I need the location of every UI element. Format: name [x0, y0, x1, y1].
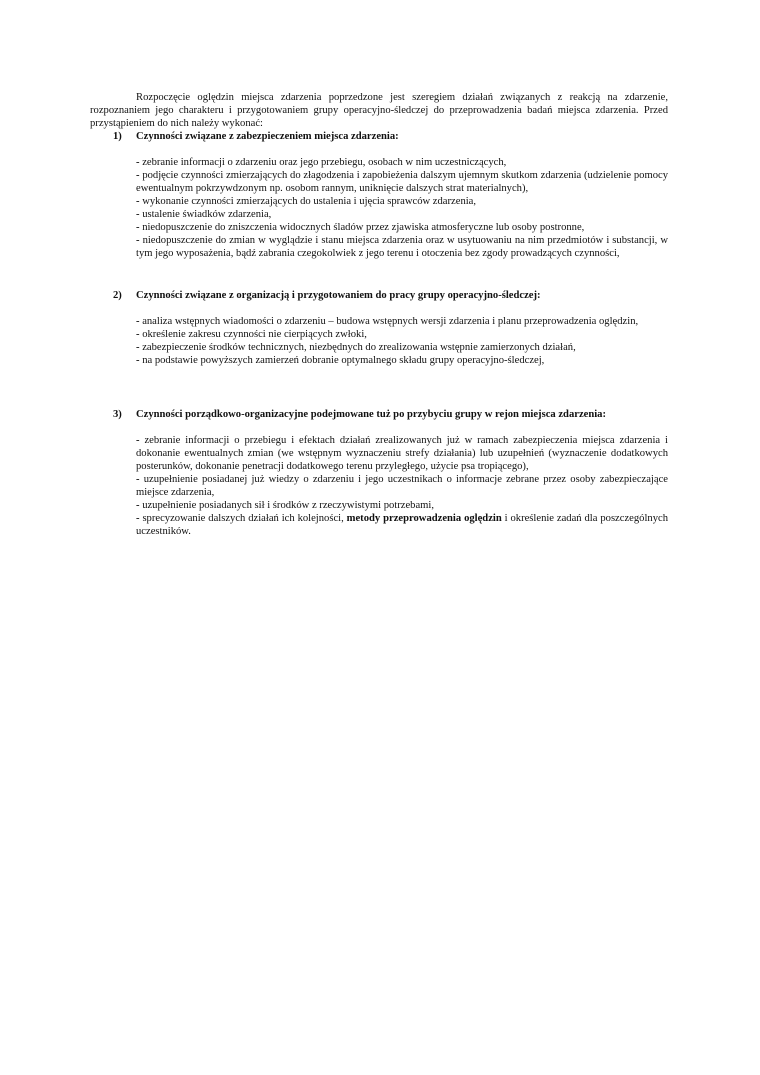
- section-1-list: [136, 156, 668, 260]
- list-item: - uzupełnienie posiadanej już wiedzy o zdarzeniu i jego uczestnikach o informacje zebrane przez osoby zabezpieczające miejsce zdarzenia,: [136, 474, 668, 498]
- list-item: - zebranie informacji o przebiegu i efektach działań zrealizowanych już w ramach zabezpieczenia miejsca zdarzenia i dokonanie ewentualnych zmian (we wstępnym wyznaczeniu strefy działania) lub uzupełnień (wyznaczenie dodatkowych posterunków, dokonanie penetracji dodatkowego terenu przyległego, użycie psa tropiącego),: [136, 435, 668, 472]
- section-heading: [90, 130, 670, 143]
- section-2-list: [136, 315, 668, 367]
- section-heading: [90, 408, 670, 421]
- emphasis-text: metody przeprowadzenia oględzin: [346, 513, 502, 524]
- list-item: - niedopuszczenie do zmian w wyglądzie i stanu miejsca zdarzenia oraz w usytuowaniu na nim przedmiotów i substancji, w tym jego wyposażenia, bądź zabrania czegokolwiek z jego terenu i otoczenia bez zgody prowadzących czynności,: [136, 235, 668, 259]
- section-number: 1): [113, 131, 122, 142]
- list-item: - podjęcie czynności zmierzających do złagodzenia i zapobieżenia dalszym ujemnym skutkom zdarzenia (udzielenie pomocy ewentualnym pokrzywdzonym np. osobom rannym, uniknięcie dalszych strat materialnych),: [136, 170, 668, 194]
- section-heading: [90, 289, 670, 302]
- list-item: - sprecyzowanie dalszych działań ich kolejności, metody przeprowadzenia oględzin i określenie zadań dla poszczególnych uczestników.: [136, 513, 668, 537]
- section-number: 2): [113, 290, 122, 301]
- list-item: - wykonanie czynności zmierzających do ustalenia i ujęcia sprawców zdarzenia,: [136, 196, 477, 207]
- section-title: Czynności związane z organizacją i przygotowaniem do pracy grupy operacyjno-śledczej:: [136, 290, 541, 301]
- section-2: [90, 289, 670, 367]
- list-item: - ustalenie świadków zdarzenia,: [136, 209, 272, 220]
- list-item: - uzupełnienie posiadanych sił i środków z rzeczywistymi potrzebami,: [136, 500, 435, 511]
- section-3: [90, 408, 670, 538]
- list-item: - określenie zakresu czynności nie cierpiących zwłoki,: [136, 329, 367, 340]
- list-item: - niedopuszczenie do zniszczenia widocznych śladów przez zjawiska atmosferyczne lub osoby postronne,: [136, 222, 585, 233]
- list-item: - na podstawie powyższych zamierzeń dobranie optymalnego składu grupy operacyjno-śledczej,: [136, 355, 545, 366]
- section-number: 3): [113, 409, 122, 420]
- section-title: Czynności związane z zabezpieczeniem miejsca zdarzenia:: [136, 131, 399, 142]
- list-item: - zebranie informacji o zdarzeniu oraz jego przebiegu, osobach w nim uczestniczących,: [136, 157, 507, 168]
- section-3-list: [136, 434, 668, 538]
- list-item: - zabezpieczenie środków technicznych, niezbędnych do zrealizowania wstępnie zamierzonych działań,: [136, 342, 576, 353]
- section-1: [90, 130, 670, 260]
- list-item: - analiza wstępnych wiadomości o zdarzeniu – budowa wstępnych wersji zdarzenia i planu przeprowadzenia oględzin,: [136, 316, 639, 327]
- intro-paragraph: Rozpoczęcie oględzin miejsca zdarzenia poprzedzone jest szeregiem działań związanych z reakcją na zdarzenie, rozpoznaniem jego charakteru i przygotowaniem grupy operacyjno-śledczej do przeprowadzenia badań miejsca zdarzenia. Przed przystąpieniem do nich należy wykonać:: [90, 92, 668, 129]
- section-title: Czynności porządkowo-organizacyjne podejmowane tuż po przybyciu grupy w rejon miejsca zdarzenia:: [136, 409, 607, 420]
